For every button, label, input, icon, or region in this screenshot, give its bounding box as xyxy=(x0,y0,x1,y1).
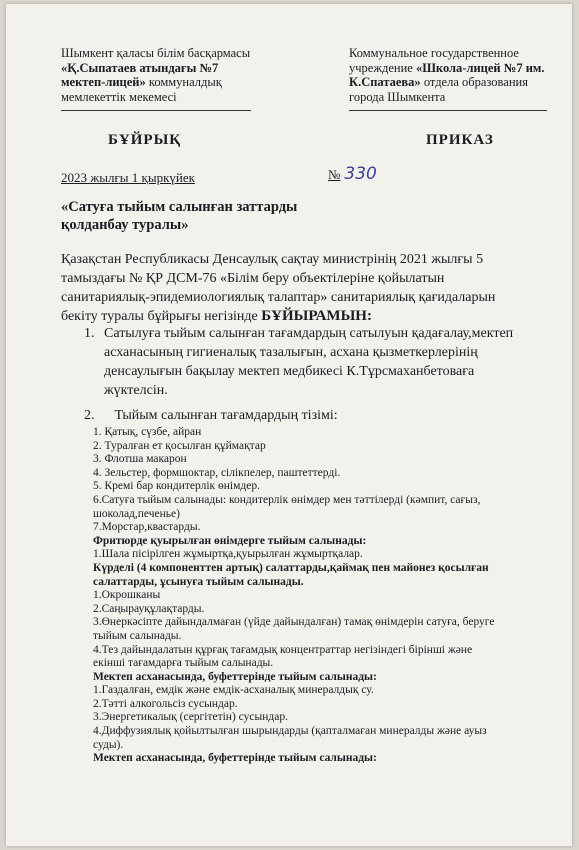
header-right-line: Коммунальное государственное xyxy=(349,46,519,60)
section-heading: салаттарды, ұсынуға тыйым салынады. xyxy=(93,575,304,588)
section-heading: Мектеп асханасында, буфеттерінде тыйым салынады: xyxy=(93,752,377,765)
list-item: 7.Морстар,кваcтарды. xyxy=(93,521,201,534)
list-item: 6.Сатуға тыйым салынады: кондитерлік өнімдер мен тәттілерді (кәмпит, сағыз, xyxy=(93,493,481,506)
item-number: 2. xyxy=(84,408,95,423)
list-item: екінші тағамдарға тыйым салынады. xyxy=(93,657,274,670)
list-item: 5. Кремі бар кондитерлік өнімдер. xyxy=(93,480,260,493)
header-right-rule xyxy=(349,110,547,111)
item-number: 1. xyxy=(84,326,95,341)
document-page xyxy=(6,4,572,846)
order-date: 2023 жылғы 1 қыркүйек xyxy=(61,170,195,185)
section-heading: Фритюрде қуырылған өнімдерге тыйым салынады: xyxy=(93,534,367,547)
order-title-kz: БҰЙРЫҚ xyxy=(108,132,182,148)
list-item: 2.Саңырауқұлақтарды. xyxy=(93,602,205,615)
header-left-line: мемлекеттік мекемесі xyxy=(61,89,177,104)
order-title-ru: ПРИКАЗ xyxy=(426,132,494,148)
list-item: 1. Қатық, сүзбе, айран xyxy=(93,426,202,438)
preamble-command: БҰЙЫРАМЫН: xyxy=(261,308,372,324)
item-line: асханасының гигиеналық тазалығын, асхана қызметкерлерінің xyxy=(104,345,478,360)
section-heading: Күрделі (4 компоненттен артық) салаттарды,қаймақ пен майонез қосылған xyxy=(93,561,489,574)
header-left-line: «Қ.Сыпатаев атындағы №7 xyxy=(61,60,219,75)
order-item-2 xyxy=(84,408,338,424)
item-line: денсаулығын бақылау мектеп медбикесі К.Тұрсмаханбетоваға xyxy=(104,364,475,379)
list-item: 3.Өнеркәсіпте дайындалмаған (үйде дайындалған) тамақ өнімдерін сатуға, беруге xyxy=(93,616,495,629)
preamble xyxy=(61,250,541,326)
item-line: жүктелсін. xyxy=(104,383,168,398)
preamble-line: Қазақстан Республикасы Денсаулық сақтау министрінің 2021 жылғы 5 xyxy=(61,252,484,267)
header-right-ru xyxy=(349,46,559,104)
list-item: шоколад,печенье) xyxy=(93,507,180,520)
item-text: Тыйым салынған тағамдардың тізімі: xyxy=(114,408,338,423)
header-right-line: учреждение xyxy=(349,60,416,75)
list-item: 4.Тез дайындалатын құрғақ тағамдық концентраттар негізіндегі бірінші және xyxy=(93,643,473,656)
preamble-line: бекіту туралы бұйрығы негізінде xyxy=(61,309,262,324)
list-item: 3.Энергетикалық (сергітетін) сусындар. xyxy=(93,711,288,724)
header-left-line: мектеп-лицей» xyxy=(61,75,146,89)
header-right-line: города Шымкента xyxy=(349,89,446,104)
preamble-line: санитариялық-эпидемиологиялық талаптар» санитариялық қағидаларын xyxy=(61,290,496,305)
list-item: 1.Окрошканы xyxy=(93,589,161,602)
subject-line: қолданбау туралы» xyxy=(61,217,189,233)
list-item: 1.Шала пісірілген жұмыртқа,қуырылған жұмыртқалар. xyxy=(93,548,363,561)
header-right-line: «Школа-лицей №7 им. xyxy=(415,60,545,75)
list-item: 2. Туралған ет қосылған құймақтар xyxy=(93,439,266,452)
prohibited-list xyxy=(93,426,541,766)
list-item: 4.Диффузиялық қойылтылған шырындарды (қапталмаған минералды және ауыз xyxy=(93,725,487,738)
item-line: Сатылуға тыйым салынған тағамдардың сатылуын қадағалау,мектеп xyxy=(104,326,514,341)
list-item: 4. Зельстер, формшоктар, сілікпелер, паштеттерді. xyxy=(93,466,341,479)
header-right-line: отдела образования xyxy=(420,75,528,89)
header-left-line: Шымкент қаласы білім басқармасы xyxy=(61,46,251,60)
order-item-1 xyxy=(84,324,544,400)
list-item: суды). xyxy=(93,738,124,751)
list-item: 1.Газдалған, емдік және емдік-асханалық минералдық су. xyxy=(93,684,374,697)
order-number-handwritten: 330 xyxy=(344,164,377,184)
header-left-line: коммуналдық xyxy=(145,75,222,89)
list-item: 2.Тәтті алкогольсіз сусындар. xyxy=(93,697,238,710)
list-item: тыйым салынады. xyxy=(93,629,182,642)
subject-line: «Сатуға тыйым салынған заттарды xyxy=(61,199,298,215)
order-subject xyxy=(61,198,361,234)
preamble-line: тамыздағы № ҚР ДСМ-76 «Білім беру объектілеріне қойылатын xyxy=(61,271,445,286)
header-left-rule xyxy=(61,110,251,111)
order-number xyxy=(328,164,377,184)
header-right-line: К.Спатаева» xyxy=(349,75,421,89)
header-left-kz xyxy=(61,46,261,104)
list-item: 3. Флотша макарон xyxy=(93,453,187,466)
section-heading: Мектеп асханасында, буфеттерінде тыйым салынады: xyxy=(93,670,377,683)
order-number-label: № xyxy=(328,167,341,182)
